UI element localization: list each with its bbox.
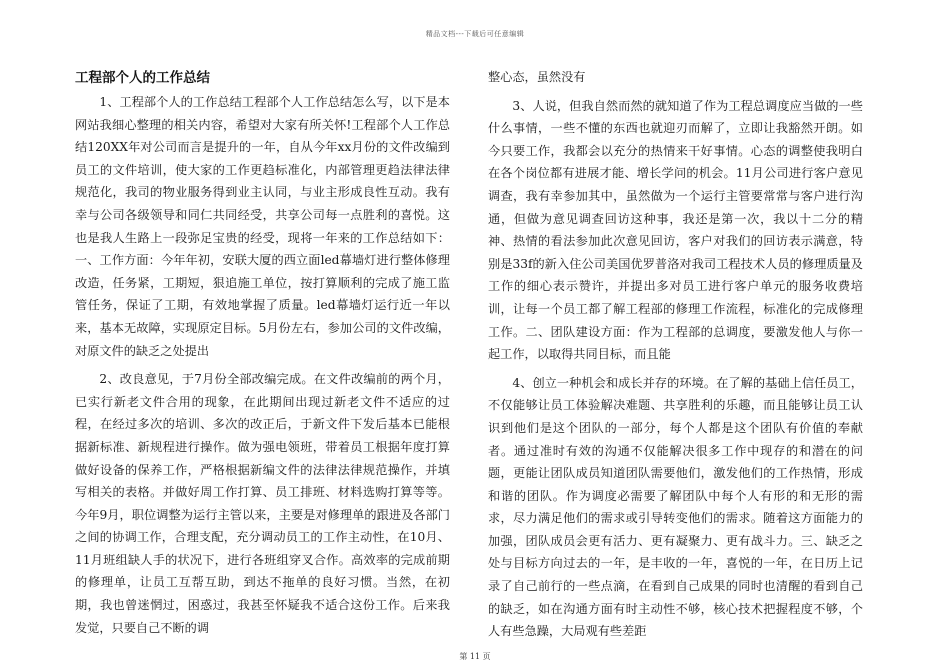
document-title: 工程部个人的工作总结 xyxy=(75,70,210,86)
page-header: 精品文档---下载后可任意编辑 xyxy=(425,30,525,38)
left-column xyxy=(75,66,450,645)
right-column xyxy=(488,66,863,649)
paragraph-4: 4、创立一种机会和成长并存的环境。在了解的基础上信任员工，不仅能够让员工体验解决难题、共享胜利的乐趣，而且能够让员工认识到他们是这个团队的一部分，每个人都是这个团队有价值的奉献者。通过准时有效的沟通不仅能解决很多工作中现存的和潜在的问题，更能让团队成员知道团队需要他们，激发他们的工作热情，形成和谐的团队。作为调度必需要了解团队中每个人有形的和无形的需求，尽力满足他们的需求或引导转变他们的需求。随着这方面能力的加强，团队成员会更有活力、更有凝聚力、更有战斗力。三、缺乏之处与目标方向过去的一年，是丰收的一年，喜悦的一年，在日历上记录了自己前行的一些点滴，在看到自己成果的同时也清醒的看到自己的缺乏，如在沟通方面有时主动性不够，核心技术把握程度不够，个人有些急躁，大局观有些差距 xyxy=(488,375,863,639)
paragraph-2-continued: 整心态，虽然没有 xyxy=(488,70,586,84)
page-number: 第 11 页 xyxy=(459,652,491,661)
paragraph-2: 2、改良意见，于7月份全部改编完成。在文件改编前的两个月，已实行新老文件合用的现象，在此期间出现过新老文件不适应的过程，在经过多次的培训、多次的改正后，于新文件下发后基本已能根据新标准、新规程进行操作。做为强电领班，带着员工根据年度打算做好设备的保养工作，严格根据新编文件的法律法律规范操作，并填写相关的表格。并做好周工作打算、员工排班、材料选购打算等等。今年9月，职位调整为运行主管以来，主要是对修理单的跟进及各部门之间的协调工作，合理支配，充分调动员工的工作主动性，在10月、11月班组缺人手的状况下，进行各班组穿叉合作。高效率的完成前期的修理单，让员工互帮互助，到达不拖单的良好习惯。当然，在初期，我也曾迷惘过，困惑过，我甚至怀疑我不适合这份工作。后来我发觉，只要自己不断的调 xyxy=(75,372,450,635)
paragraph-1: 1、工程部个人的工作总结工程部个人工作总结怎么写，以下是本网站我细心整理的相关内容，希望对大家有所关怀!工程部个人工作总结120XX年对公司而言是提升的一年，自从今年xx月份的文件改编到员工的文件培训，使大家的工作更趋标准化，内部管理更趋法律法律规范化，我司的物业服务得到业主认同，与业主形成良性互动。我有幸与公司各级领导和同仁共同经受，共享公司每一点胜利的喜悦。这也是我人生路上一段弥足宝贵的经受，现将一年来的工作总结如下：一、工作方面：今年年初，安联大厦的西立面led幕墙灯进行整体修理改造，任务紧，工期短，狠追施工单位，按打算顺利的完成了施工监管任务，保证了工期，有效地掌握了质量。led幕墙灯运行近一年以来，基本无故障，实现原定目标。5月份左右，参加公司的文件改编，对原文件的缺乏之处提出 xyxy=(75,95,450,358)
paragraph-3: 3、人说，但我自然而然的就知道了作为工程总调度应当做的一些什么事情，一些不懂的东西也就迎刃而解了，立即让我豁然开朗。如今只要工作，我都会以充分的热情来干好事情。心态的调整使我明白在各个岗位都有进展才能、增长学问的机会。11月公司进行客户意见调查，我有幸参加其中，虽然做为一个运行主管要常常与客户进行沟通，但做为意见调查回访这种事，我还是第一次，我以十二分的精神、热情的看法参加此次意见回访，客户对我们的回访表示满意，特别是33f的新入住公司美国优罗普洛对我司工程技术人员的修理质量及工作的细心表示赞许，并提出多对员工进行客户单元的服务收费培训，让每一个员工都了解工程部的修理工作流程，标准化的完成修理工作。二、团队建设方面：作为工程部的总调度，要激发他人与你一起工作，以取得共同目标，而且能 xyxy=(488,98,863,362)
